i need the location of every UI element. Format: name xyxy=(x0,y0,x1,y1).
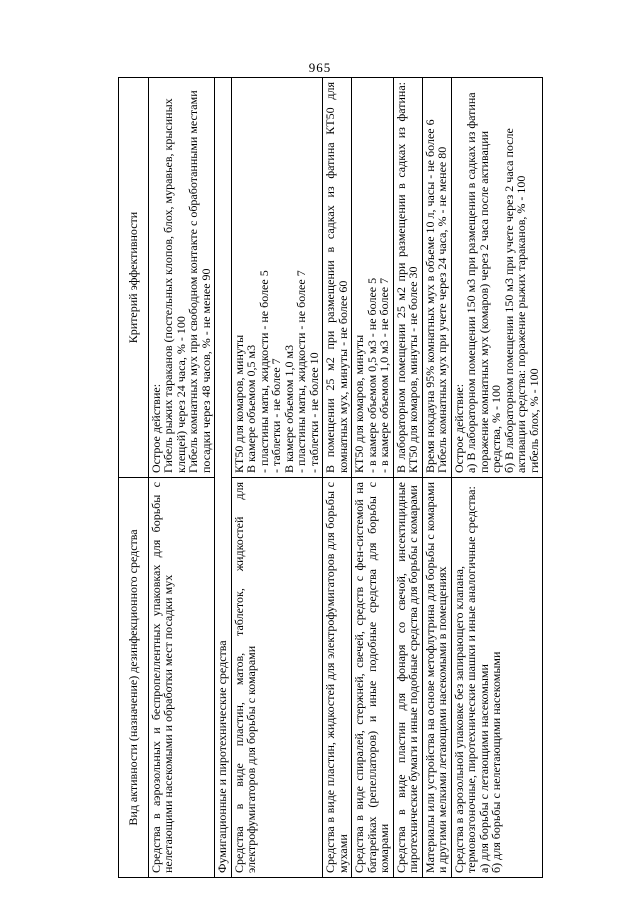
criterion-line: - таблетки - не более 10 xyxy=(306,352,321,473)
table-row xyxy=(231,78,323,878)
criterion-line: Гибель рыжих тараканов (постельных клопов, блох, муравьев, крысиных клещей) через 24 часа, % - 100 xyxy=(161,98,188,473)
row3-activity: Средства в виде пластин, жидкостей для электрофумигаторов для борьбы с мухами xyxy=(323,478,352,878)
criterion-line: - в камере объемом 1,0 м3 - не более 7 xyxy=(377,277,391,473)
section-header-row xyxy=(215,78,232,878)
criterion-line: а) В лабораторном помещении 150 м3 при размещении в садках из фатина поражение комнатных мух (комаров) через 2 часа после активации средства, % - 100 xyxy=(464,92,503,473)
activity-line: Средства в аэрозольной упаковке без запирающего клапана, термовозгоночные, пиротехнические шашки и иные аналогичные средства: xyxy=(451,486,478,873)
criterion-line: Острое действие: xyxy=(451,383,466,473)
table-row xyxy=(148,78,215,878)
efficacy-criteria-table xyxy=(118,77,543,878)
row7-activity xyxy=(451,478,543,878)
criterion-line: Время нокдауна 95% комнатных мух в объеме 10 л, часы - не более 6 xyxy=(422,119,437,473)
row2-activity: Средства в виде пластин, матов, таблеток, жидкостей для электрофумигаторов для борьбы с комарами xyxy=(231,478,323,878)
criterion-line: гибель блох, % - 100 xyxy=(526,368,541,473)
row6-activity: Материалы или устройства на основе метофлутрина для борьбы с комарами и другими мелкими летающими насекомыми в помещениях xyxy=(422,478,451,878)
activity-line: а) для борьбы с летающими насекомыми xyxy=(476,664,491,873)
row3-criterion: В помещении 25 м2 при размещении в садках из фатина КТ50 для комнатных мух, минуты - не более 60 xyxy=(323,78,352,478)
header-activity-type: Вид активности (назначение) дезинфекционного средства xyxy=(119,478,149,878)
row2-criterion xyxy=(231,78,323,478)
row5-activity: Средства в виде пластин для фонаря со свечой, инсектицидные пиротехнические бумаги и иные подобные средства для борьбы с комарами xyxy=(393,478,422,878)
criterion-line: КТ50 для комаров, минуты xyxy=(352,334,366,473)
criterion-line: - пластины маты, жидкости - не более 5 xyxy=(256,270,271,473)
rotated-page-content xyxy=(118,78,541,878)
criterion-line: б) В лабораторном помещении 150 м3 при учете через 2 часа после активации средства: поражение рыжих тараканов, % - 100 xyxy=(501,128,528,473)
criterion-line: Гибель комнатных мух при свободном контакте с обработанными местами посадки через 48 часов, % - не менее 90 xyxy=(186,90,213,473)
table-row xyxy=(323,78,352,878)
row1-activity: Средства в аэрозольных и беспропеллентных упаковках для борьбы с нелетающими насекомыми и обработки мест посадки мух xyxy=(148,478,215,878)
row6-criterion xyxy=(422,78,451,478)
header-efficacy-criterion: Критерий эффективности xyxy=(119,78,149,478)
criterion-line: В камере объемом 0,5 м3 xyxy=(244,344,258,473)
table-row xyxy=(352,78,394,878)
table-row xyxy=(393,78,422,878)
row1-criterion xyxy=(148,78,215,478)
section-header-fumigation: Фумигационные и пиротехнические средства xyxy=(215,78,232,878)
criterion-line: КТ50 для комаров, минуты xyxy=(231,334,246,473)
criterion-line: - в камере объемом 0,5 м3 - не более 5 xyxy=(364,277,379,473)
table-row xyxy=(422,78,451,878)
criterion-line: Острое действие: xyxy=(148,383,163,473)
criterion-line: - пластины маты, жидкости - не более 7 xyxy=(294,270,308,473)
table-row xyxy=(451,78,543,878)
row4-activity: Средства в виде спиралей, стержней, свечей, средств с фен-системой на батарейках (репеллаторов) и иные подобные средства для борьбы с комарами xyxy=(352,478,394,878)
row4-criterion xyxy=(352,78,394,478)
row5-criterion: В лабораторном помещении 25 м2 при размещении в садках из фатина: КТ50 для комаров, минуты - не более 30 xyxy=(393,78,422,478)
criterion-line: - таблетки - не более 7 xyxy=(269,358,283,473)
row7-criterion xyxy=(451,78,543,478)
criterion-line: В камере объемом 1,0 м3 xyxy=(281,344,296,473)
table-header-row xyxy=(119,78,149,878)
activity-line: б) для борьбы с нелетающими насекомыми xyxy=(489,651,503,873)
criterion-line: Гибель комнатных мух при учете через 24 часа, % - не менее 80 xyxy=(435,146,449,473)
page-number: 965 xyxy=(308,60,332,75)
